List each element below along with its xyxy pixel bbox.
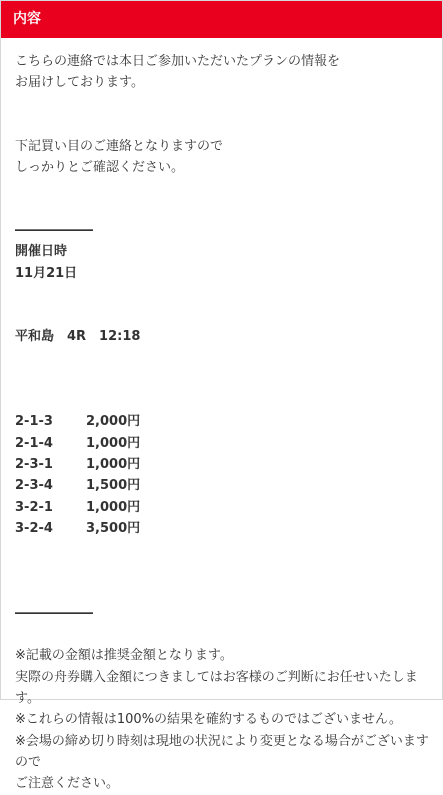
- divider-top: ――――――: [15, 223, 93, 239]
- bet-combo: 2-1-3: [15, 414, 53, 430]
- event-date-label: 開催日時: [15, 244, 68, 260]
- bet-row: [15, 497, 430, 518]
- bet-amount: 2,000円: [86, 414, 141, 430]
- bet-amount: 3,500円: [86, 520, 141, 536]
- bet-amount: 1,500円: [86, 478, 141, 494]
- bet-list: [15, 411, 430, 539]
- bet-row: [15, 454, 430, 475]
- notes: [15, 645, 430, 794]
- bet-row: [15, 518, 430, 539]
- bet-combo: 2-3-1: [15, 456, 53, 472]
- confirm-line: しっかりとご確認ください。: [15, 159, 185, 175]
- bet-row: [15, 475, 430, 496]
- confirm-line: 下記買い目のご連絡となりますので: [15, 138, 224, 154]
- bet-row: [15, 433, 430, 454]
- bet-combo: 3-2-1: [15, 499, 53, 515]
- note-line: 実際の舟券購入金額につきましてはお客様のご判断にお任せいたします。: [15, 669, 418, 707]
- bet-amount: 1,000円: [86, 456, 141, 472]
- bet-combo: 2-1-4: [15, 435, 53, 451]
- event-date: 11月21日: [15, 265, 78, 281]
- bet-amount: 1,000円: [86, 435, 141, 451]
- note-line: ※記載の金額は推奨金額となります。: [15, 648, 233, 664]
- panel-header: [1, 1, 442, 38]
- panel-title: 内容: [13, 11, 41, 27]
- bet-row: [15, 411, 430, 432]
- divider-bottom: ――――――: [15, 606, 93, 622]
- intro-line: こちらの連絡では本日ご参加いただいたプランの情報を: [15, 54, 341, 69]
- bet-combo: 3-2-4: [15, 520, 53, 536]
- message-body: [1, 38, 442, 795]
- bet-amount: 1,000円: [86, 499, 141, 515]
- race-info: 平和島 4R 12:18: [15, 329, 141, 345]
- intro-line: お届けしております。: [15, 75, 144, 91]
- note-line: ご注意ください。: [15, 776, 120, 792]
- note-line: ※会場の締め切り時刻は現地の状況により変更となる場合がございますので: [15, 733, 429, 770]
- note-line: ※これらの情報は100%の結果を確約するものではございません。: [15, 712, 402, 728]
- bet-combo: 2-3-4: [15, 478, 53, 494]
